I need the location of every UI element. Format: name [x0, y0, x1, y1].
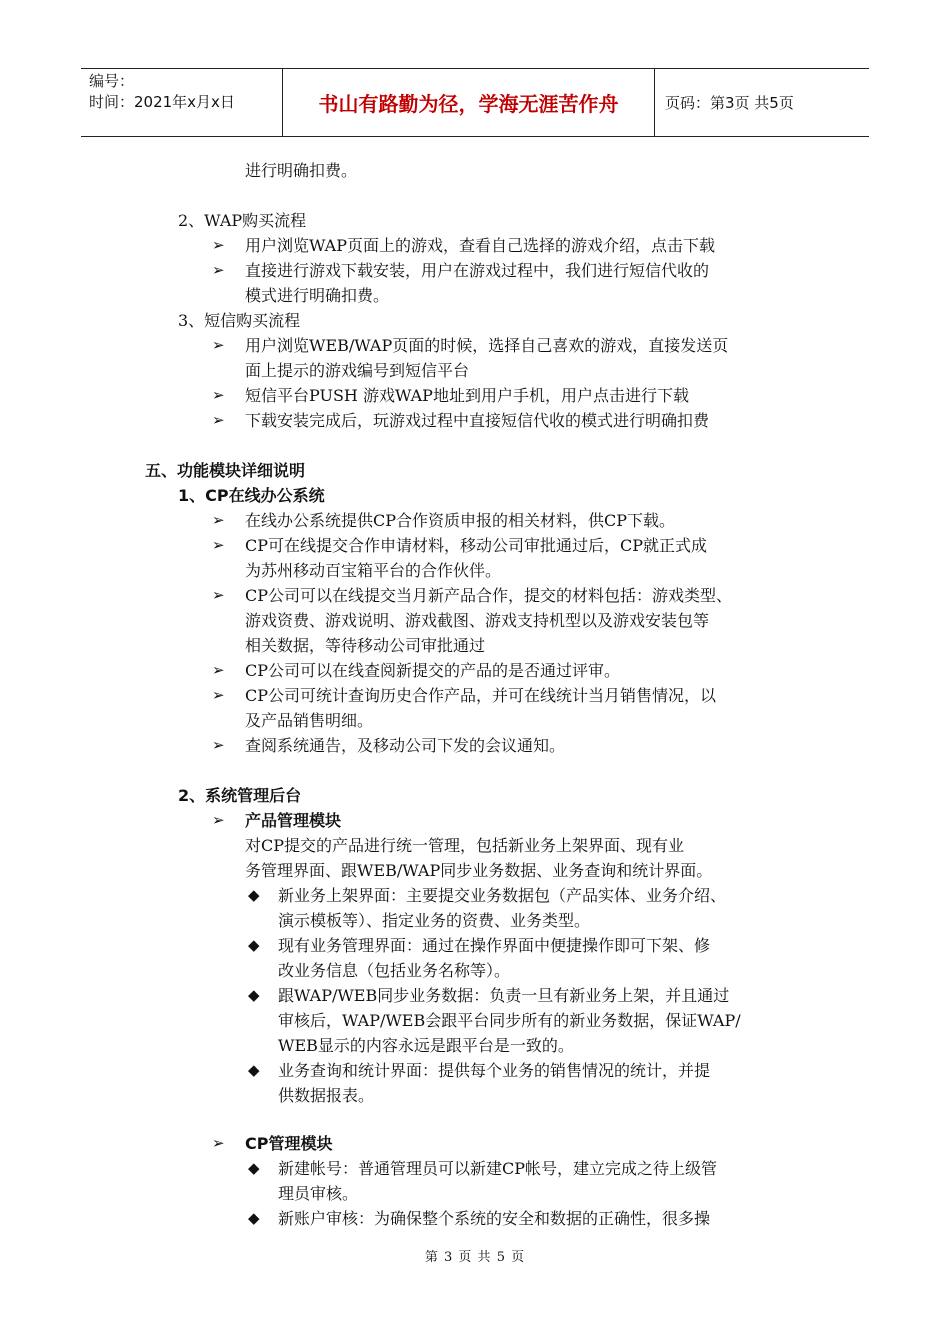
diamond-bullet-icon: ◆: [248, 1209, 260, 1227]
body-line: 理员审核。: [278, 1184, 359, 1203]
body-line: 供数据报表。: [278, 1086, 375, 1105]
header-page-code: 页码：第3页 共5页: [665, 94, 794, 112]
body-line: 为苏州移动百宝箱平台的合作伙伴。: [245, 561, 502, 580]
subsection-heading: CP管理模块: [245, 1134, 333, 1153]
arrow-bullet-icon: ➢: [212, 511, 225, 529]
diamond-bullet-icon: ◆: [248, 986, 260, 1004]
arrow-bullet-icon: ➢: [212, 336, 225, 354]
arrow-bullet-icon: ➢: [212, 236, 225, 254]
body-line: 模式进行明确扣费。: [245, 286, 390, 305]
arrow-bullet-icon: ➢: [212, 661, 225, 679]
body-line: 新业务上架界面：主要提交业务数据包（产品实体、业务介绍、: [278, 886, 727, 905]
body-line: 下载安装完成后，玩游戏过程中直接短信代收的模式进行明确扣费: [245, 411, 710, 430]
arrow-bullet-icon: ➢: [212, 411, 225, 429]
body-line: 对CP提交的产品进行统一管理，包括新业务上架界面、现有业: [245, 836, 685, 855]
page-header: [81, 68, 869, 137]
body-line: 游戏资费、游戏说明、游戏截图、游戏支持机型以及游戏安装包等: [245, 611, 710, 630]
arrow-bullet-icon: ➢: [212, 1134, 225, 1152]
body-line: 业务查询和统计界面：提供每个业务的销售情况的统计，并提: [278, 1061, 711, 1080]
diamond-bullet-icon: ◆: [248, 1159, 260, 1177]
arrow-bullet-icon: ➢: [212, 686, 225, 704]
header-meta-cell: [81, 69, 283, 136]
arrow-bullet-icon: ➢: [212, 536, 225, 554]
body-line: 短信平台PUSH 游戏WAP地址到用户手机，用户点击进行下载: [245, 386, 689, 405]
diamond-bullet-icon: ◆: [248, 936, 260, 954]
arrow-bullet-icon: ➢: [212, 261, 225, 279]
body-line: CP可在线提交合作申请材料，移动公司审批通过后，CP就正式成: [245, 536, 708, 555]
body-line: 改业务信息（包括业务名称等）。: [278, 961, 511, 980]
section-heading: 3、短信购买流程: [178, 311, 301, 330]
body-line: CP公司可以在线查阅新提交的产品的是否通过评审。: [245, 661, 621, 680]
body-line: 审核后，WAP/WEB会跟平台同步所有的新业务数据，保证WAP/: [278, 1011, 741, 1030]
section-heading: 1、CP在线办公系统: [178, 486, 325, 505]
arrow-bullet-icon: ➢: [212, 386, 225, 404]
body-line: 进行明确扣费。: [245, 161, 358, 180]
body-line: 跟WAP/WEB同步业务数据：负责一旦有新业务上架，并且通过: [278, 986, 730, 1005]
body-line: WEB显示的内容永远是跟平台是一致的。: [278, 1036, 574, 1055]
section-heading: 2、系统管理后台: [178, 786, 302, 805]
body-line: 演示模板等）、指定业务的资费、业务类型。: [278, 911, 591, 930]
body-line: 新账户审核：为确保整个系统的安全和数据的正确性，很多操: [278, 1209, 711, 1228]
page-footer: 第 3 页 共 5 页: [424, 1250, 526, 1265]
body-line: CP公司可统计查询历史合作产品，并可在线统计当月销售情况，以: [245, 686, 717, 705]
diamond-bullet-icon: ◆: [248, 1061, 260, 1079]
arrow-bullet-icon: ➢: [212, 811, 225, 829]
body-line: 在线办公系统提供CP合作资质申报的相关材料，供CP下载。: [245, 511, 676, 530]
diamond-bullet-icon: ◆: [248, 886, 260, 904]
body-line: 查阅系统通告，及移动公司下发的会议通知。: [245, 736, 566, 755]
body-line: 新建帐号：普通管理员可以新建CP帐号，建立完成之待上级管: [278, 1159, 718, 1178]
chapter-heading: 五、功能模块详细说明: [145, 461, 306, 480]
subsection-heading: 产品管理模块: [245, 811, 342, 830]
body-line: 用户浏览WEB/WAP页面的时候，选择自己喜欢的游戏，直接发送页: [245, 336, 729, 355]
body-line: 及产品销售明细。: [245, 711, 374, 730]
header-motto: 书山有路勤为径，学海无涯苦作舟: [283, 69, 655, 136]
body-line: 直接进行游戏下载安装，用户在游戏过程中，我们进行短信代收的: [245, 261, 710, 280]
arrow-bullet-icon: ➢: [212, 586, 225, 604]
doc-date: 时间：2021年x月x日: [89, 93, 235, 111]
body-line: 相关数据，等待移动公司审批通过: [245, 636, 486, 655]
body-line: 务管理界面、跟WEB/WAP同步业务数据、业务查询和统计界面。: [245, 861, 713, 880]
arrow-bullet-icon: ➢: [212, 736, 225, 754]
section-heading: 2、WAP购买流程: [178, 211, 307, 230]
body-line: 用户浏览WAP页面上的游戏，查看自己选择的游戏介绍，点击下载: [245, 236, 715, 255]
body-line: 面上提示的游戏编号到短信平台: [245, 361, 470, 380]
doc-number: 编号：: [89, 72, 135, 90]
body-line: 现有业务管理界面：通过在操作界面中便捷操作即可下架、修: [278, 936, 711, 955]
body-line: CP公司可以在线提交当月新产品合作，提交的材料包括：游戏类型、: [245, 586, 733, 605]
